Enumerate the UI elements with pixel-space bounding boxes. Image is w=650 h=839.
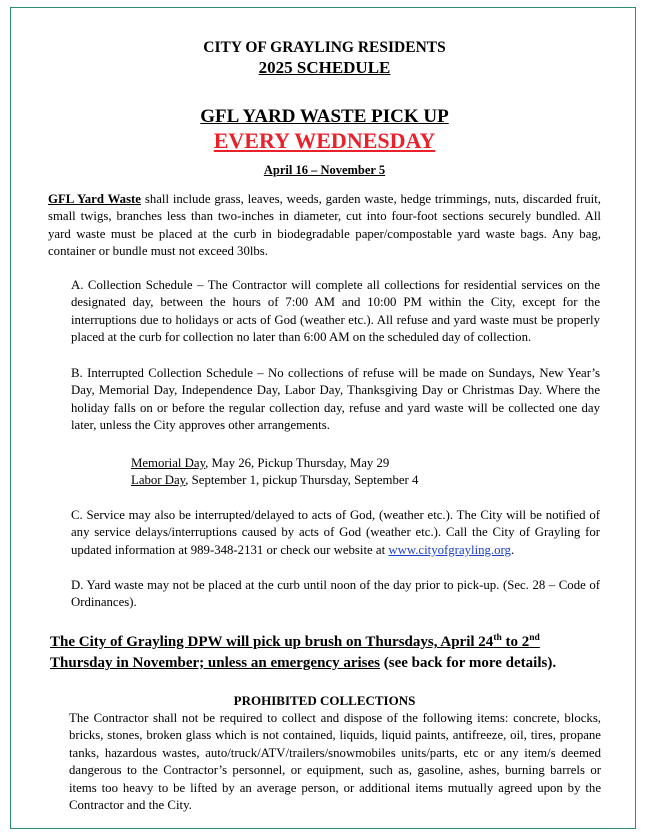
- holiday-item: [131, 455, 571, 472]
- notice-sup: nd: [529, 633, 540, 643]
- notice-tail: (see back for more details).: [380, 655, 557, 671]
- header-city-line: CITY OF GRAYLING RESIDENTS: [203, 39, 446, 56]
- holiday-item: [131, 472, 571, 489]
- notice-sup: th: [493, 633, 502, 643]
- date-range: April 16 – November 5: [263, 163, 386, 177]
- header-title: GFL YARD WASTE PICK UP: [200, 106, 449, 127]
- notice-part: to 2: [501, 634, 530, 650]
- intro-lead: GFL Yard Waste: [48, 192, 141, 206]
- section-b: B. Interrupted Collection Schedule – No collections of refuse will be made on Sundays, New Year’s Day, Memorial Day, Independence Day, Labor Day, Thanksgiving Day or Christmas Day. Where the holiday falls on or before the regular collection day, refuse and yard waste will be collected one day later, unless the City approves other arrangements.: [71, 366, 600, 433]
- holiday-name: Labor Day: [131, 473, 186, 488]
- header-subtitle: EVERY WEDNESDAY: [213, 128, 436, 153]
- section-d: D. Yard waste may not be placed at the curb until noon of the day prior to pick-up. (Sec. 28 – Code of Ordinances).: [71, 578, 600, 610]
- brush-pickup-notice: [50, 632, 610, 674]
- section-c: [71, 507, 600, 559]
- prohibited-heading: PROHIBITED COLLECTIONS: [233, 693, 416, 708]
- section-c-end: .: [510, 542, 515, 557]
- header-schedule-year: 2025 SCHEDULE: [258, 58, 391, 77]
- prohibited-paragraph: The Contractor shall not be required to collect and dispose of the following items: concrete, blocks, bricks, stones, broken glass which is not contained, liquids, liquid paints, antifreeze, oil, tires, propane tanks, hazardous wastes, auto/truck/ATV/trailers/snowmobiles units/parts, etc or any item/s deemed dangerous to the Contractor’s personnel, or equipment, such as, gasoline, ashes, burning barrels or items too heavy to be lifted by an average person, or additional items mutually agreed upon by the Contractor and the City.: [69, 711, 601, 813]
- section-c-text: C. Service may also be interrupted/delayed to acts of God, (weather etc.). The City will be notified of any service delays/interruptions caused by acts of God (weather etc.). Call the City of Grayling for updated information at 989-348-2131 or check our website at: [71, 508, 600, 557]
- section-a: A. Collection Schedule – The Contractor will complete all collections for residential services on the designated day, between the hours of 7:00 AM and 10:00 PM within the City, except for the interruptions due to holidays or acts of God (weather etc.). All refuse and yard waste must be properly placed at the curb for collection no later than 6:00 AM on the scheduled day of collection.: [71, 278, 600, 345]
- holiday-list: [131, 455, 571, 490]
- intro-text: shall include grass, leaves, weeds, garden waste, hedge trimmings, nuts, discarded fruit, small twigs, branches less than two-inches in diameter, cut into four-foot sections securely bundled. All yard waste must be placed at the curb in biodegradable paper/compostable yard waste bags. Any bag, container or bundle must not exceed 30lbs.: [48, 192, 601, 259]
- website-link[interactable]: www.cityofgrayling.org: [388, 542, 511, 557]
- intro-paragraph: [48, 191, 601, 261]
- holiday-name: Memorial Day: [131, 456, 206, 470]
- page-border: [10, 7, 636, 829]
- notice-part: The City of Grayling DPW will pick up brush on Thursdays, April 24: [50, 634, 494, 650]
- holiday-detail: , May 26, Pickup Thursday, May 29: [205, 456, 390, 470]
- holiday-detail: , September 1, pickup Thursday, September 4: [185, 473, 419, 488]
- notice-part: Thursday in November; unless an emergency arises: [50, 655, 380, 671]
